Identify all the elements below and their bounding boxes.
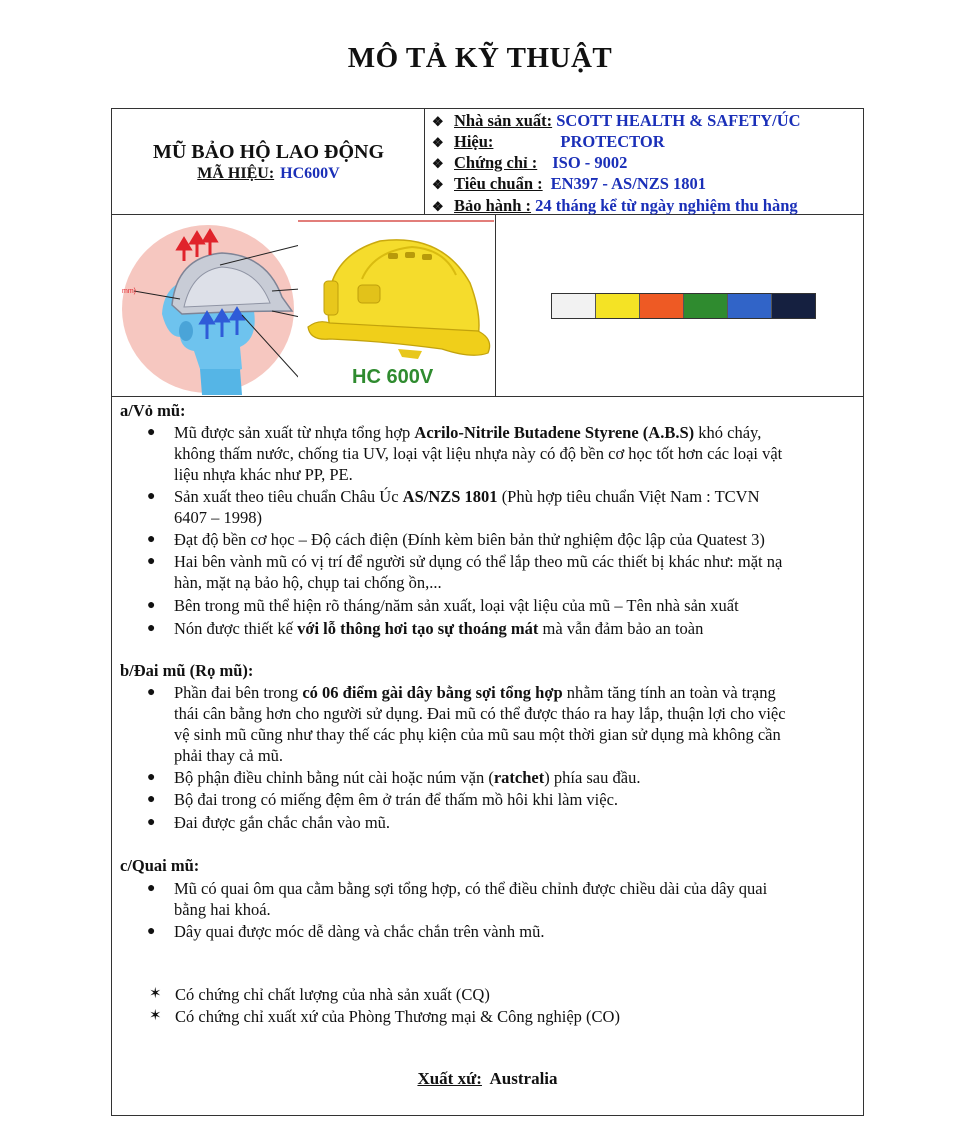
section-b-heading: b/Đai mũ (Rọ mũ): (120, 661, 254, 680)
spec-standard: ❖ Tiêu chuẩn : EN397 - AS/NZS 1801 (432, 174, 707, 193)
color-swatch-blue (728, 294, 772, 318)
ventilation-diagram (122, 225, 300, 395)
section-a-heading: a/Vỏ mũ: (120, 401, 186, 420)
color-swatch-green (684, 294, 728, 318)
color-swatch-white (552, 294, 596, 318)
color-swatch-yellow (596, 294, 640, 318)
star-bullet-icon: ✶ (149, 986, 162, 1002)
spec-sheet-table: MŨ BẢO HỘ LAO ĐỘNG MÃ HIỆU: HC600V ❖ Nhà sản xuất: SCOTT HEALTH & SAFETY/ÚC ❖ Hiệu: PROTECTOR ❖ Chứng chỉ : ISO - 9002 ❖ Tiêu chuẩn : EN397 - AS/NZS 1801 ❖ Bảo hành : 24 tháng kể từ ngày nghiệm thu hàng mm) HC 600V a/Vỏ mũ: ● Mũ được sản xuất từ nhựa tổng hợp Acrilo-Nitrile Butadene Styrene (A.B.S) khó cháy, không thấm nước, chống tia UV, loại vật liệu nhựa này có độ bền cơ học tốt hơn các loại vật liệu nhựa khác như PP, PE. ● Sản xuất theo tiêu chuẩn Châu Úc AS/NZS 1801 (Phù hợp tiêu chuẩn Việt Nam : TCVN 6407 – 1998) ● Đạt độ bền cơ học – Độ cách điện (Đính kèm biên bản thử nghiệm độc lập của Quatest 3) ● Hai bên vành mũ có vị trí để người sử dụng có thể lắp theo mũ các thiết bị khác như: mặt nạ hàn, mặt nạ bảo hộ, chụp tai chống ồn,... ● Bên trong mũ thể hiện rõ tháng/năm sản xuất, loại vật liệu của mũ – Tên nhà sản xuất ● Nón được thiết kế với lỗ thông hơi tạo sự thoáng mát mà vẫn đảm bảo an toàn b/Đai mũ (Rọ mũ): ● Phần đai bên trong có 06 điểm gài dây bằng sợi tổng hợp nhằm tăng tính an toàn và trạng thái cân bằng hơn cho người sử dụng. Đai mũ có thể được tháo ra hay lắp, thuận lợi cho việc vệ sinh mũ cũng như thay thế các phụ kiện của mũ sau một thời gian sử dụng mà không cần phải thay cả mũ. ● Bộ phận điều chỉnh bằng nút cài hoặc núm vặn (ratchet) phía sau đầu. ● Bộ đai trong có miếng đệm êm ở trán để thấm mồ hôi khi làm việc. ● Đai được gắn chắc chắn vào mũ. c/Quai mũ: ● Mũ có quai ôm qua cằm bằng sợi tổng hợp, có thể điều chỉnh được chiều dài của dây quai bằng hai khoá. ● Dây quai được móc dễ dàng và chắc chắn trên vành mũ. ✶ Có chứng chỉ chất lượng của nhà sản xuất (CQ) ✶ Có chứng chỉ xuất xứ của Phòng Thương mại & Công nghiệp (CO) Xuất xứ: Australia (111, 108, 864, 1116)
origin-label: Xuất xứ: (417, 1069, 482, 1088)
diamond-bullet-icon: ❖ (432, 199, 444, 214)
section-c-heading: c/Quai mũ: (120, 856, 200, 875)
product-name: MŨ BẢO HỘ LAO ĐỘNG (152, 141, 385, 163)
product-cell (112, 109, 425, 215)
spec-list (426, 109, 863, 215)
product-image-cell (112, 215, 496, 397)
header-row (112, 109, 863, 215)
spec-manufacturer: ❖ Nhà sản xuất: SCOTT HEALTH & SAFETY/ÚC (432, 111, 801, 130)
spec-certificate: ❖ Chứng chỉ : ISO - 9002 (432, 153, 628, 172)
helmet-model-label: HC 600V (352, 366, 434, 388)
color-swatch-orange (640, 294, 684, 318)
image-row (112, 215, 863, 397)
spec-brand: ❖ Hiệu: PROTECTOR (432, 132, 665, 151)
color-swatch-navy (772, 294, 815, 318)
diamond-bullet-icon: ❖ (432, 114, 444, 129)
origin (112, 1068, 863, 1089)
diamond-bullet-icon: ❖ (432, 135, 444, 150)
product-code (112, 165, 425, 183)
code-value: HC600V (280, 165, 340, 182)
page-title: MÔ TẢ KỸ THUẬT (347, 42, 613, 74)
cert-co: Có chứng chỉ xuất xứ của Phòng Thương mại & Công nghiệp (CO) (175, 1007, 620, 1026)
code-label: MÃ HIỆU: (197, 165, 275, 182)
helmet-illustration (122, 219, 494, 395)
yellow-helmet-photo (298, 219, 494, 395)
origin-value: Australia (489, 1069, 558, 1088)
spec-warranty: ❖ Bảo hành : 24 tháng kể từ ngày nghiệm thu hàng (432, 196, 798, 215)
star-bullet-icon: ✶ (149, 1008, 162, 1024)
diamond-bullet-icon: ❖ (432, 156, 444, 171)
diamond-bullet-icon: ❖ (432, 177, 444, 192)
cert-cq: Có chứng chỉ chất lượng của nhà sản xuất (CQ) (175, 985, 490, 1004)
svg-text:mm): mm) (122, 288, 136, 295)
color-swatches (551, 293, 816, 319)
